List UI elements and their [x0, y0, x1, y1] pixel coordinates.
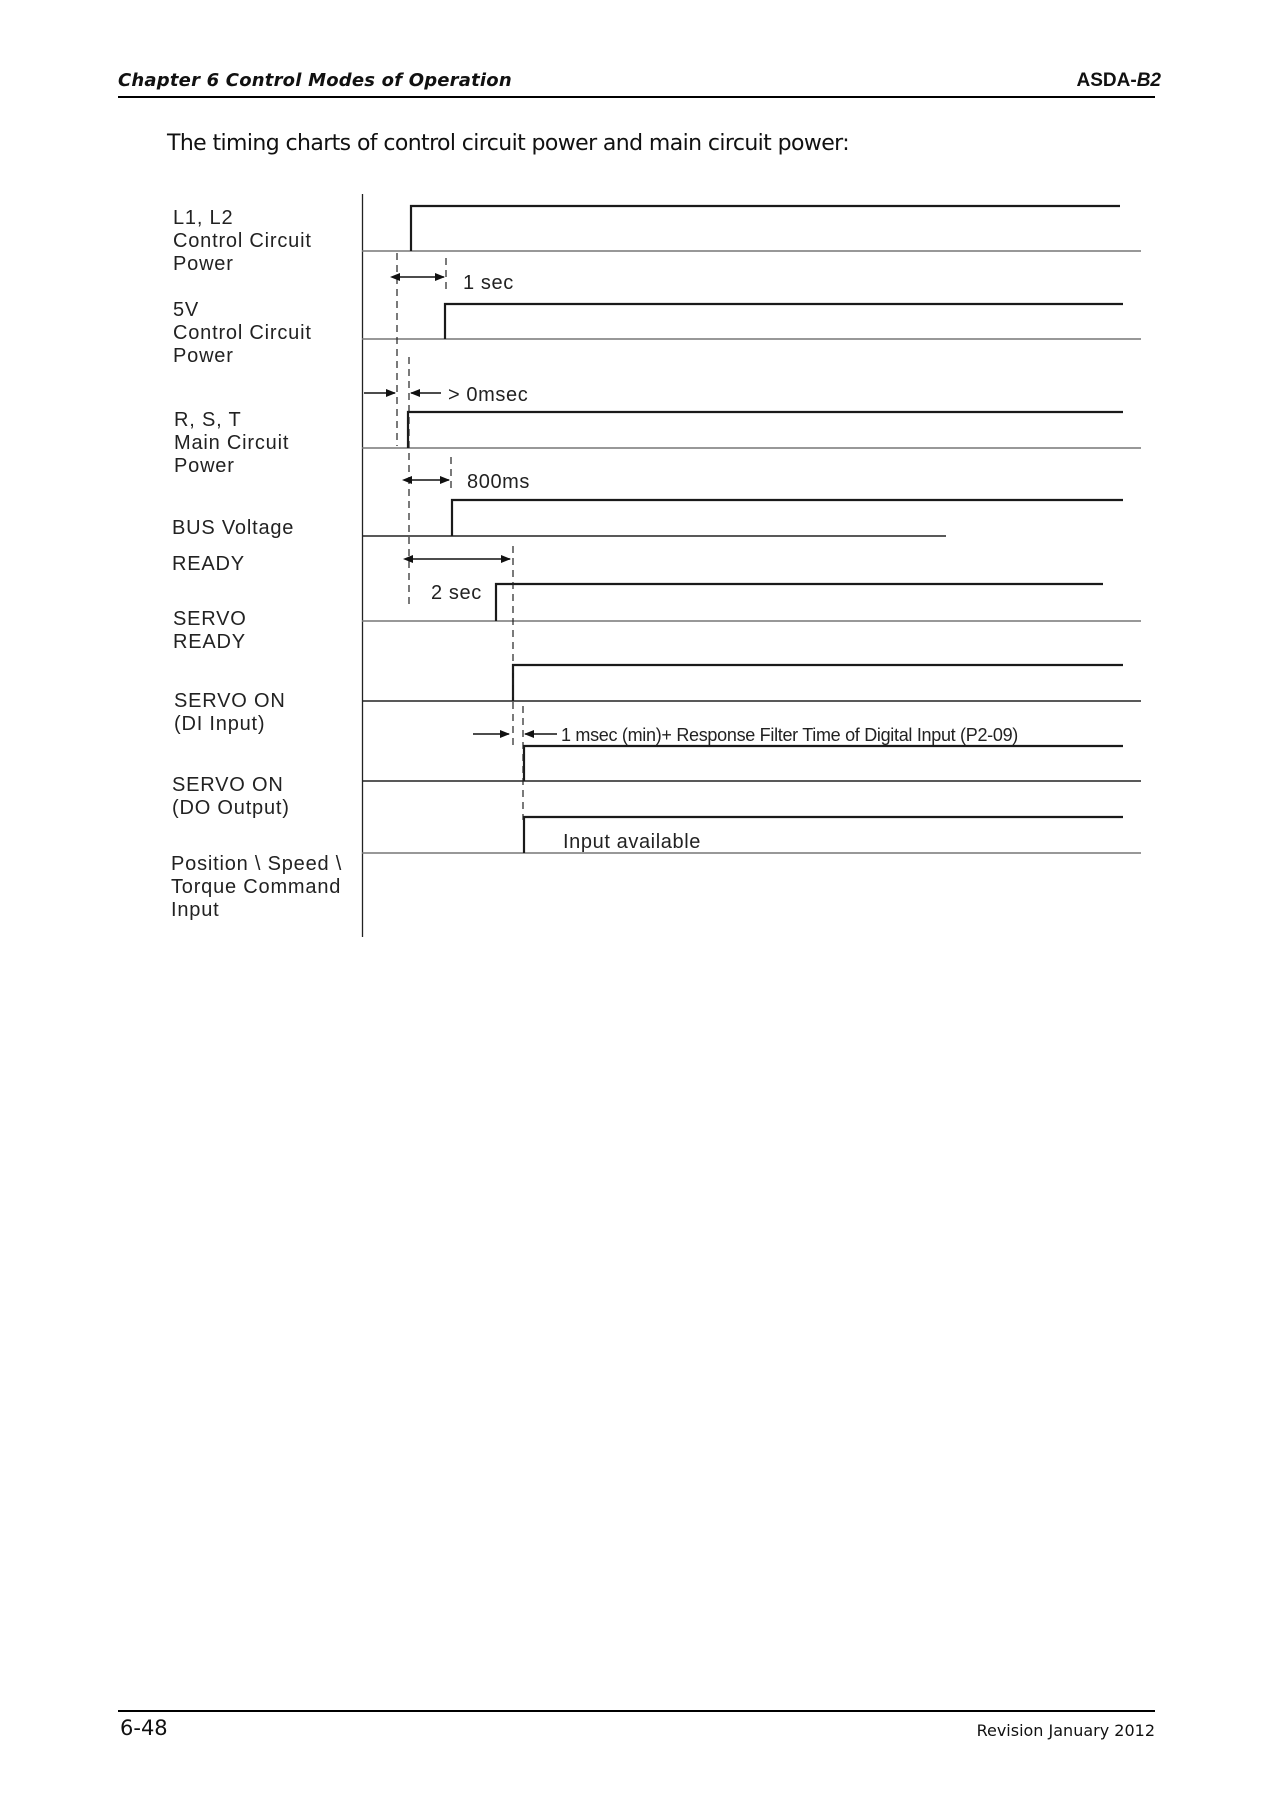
wave-bus-voltage: [452, 500, 1123, 536]
label-ready: READY: [172, 553, 245, 575]
wave-5v: [445, 304, 1123, 339]
annotation-input-available: Input available: [563, 831, 701, 853]
label-servo-ready-line1: SERVO: [173, 608, 247, 630]
product-prefix: ASDA-: [1076, 70, 1137, 91]
label-servo-on-do-line2: (DO Output): [172, 797, 290, 819]
chapter-title: Chapter 6 Control Modes of Operation: [118, 70, 512, 91]
wave-rst: [408, 412, 1123, 448]
wave-servo-on-do: [524, 746, 1123, 781]
label-l1l2-line1: L1, L2: [173, 207, 234, 229]
annotation-800ms: 800ms: [467, 471, 531, 493]
label-cmd-input-line2: Torque Command: [171, 876, 342, 898]
signal-labels: [171, 207, 342, 921]
annotation-1msec: 1 msec (min)+ Response Filter Time of Digital Input (P2-09): [561, 725, 1018, 745]
annotation-1sec: 1 sec: [463, 272, 514, 294]
product-suffix: B2: [1136, 70, 1161, 91]
wave-servo-ready: [496, 584, 1103, 621]
label-servo-ready-line2: READY: [173, 631, 246, 653]
label-servo-on-di-line2: (DI Input): [174, 713, 266, 735]
wave-l1l2: [411, 206, 1120, 251]
label-5v-line2: Control Circuit: [173, 322, 312, 344]
label-5v-line3: Power: [173, 345, 234, 367]
label-rst-line3: Power: [174, 455, 235, 477]
label-bus-voltage: BUS Voltage: [172, 517, 295, 539]
signal-waveforms: [408, 206, 1123, 853]
annotation-0msec: > 0msec: [448, 384, 529, 406]
page-number: 6-48: [120, 1716, 168, 1740]
signal-baselines: [362, 251, 1141, 853]
label-rst-line2: Main Circuit: [174, 432, 290, 454]
label-l1l2-line3: Power: [173, 253, 234, 275]
label-cmd-input-line3: Input: [171, 899, 220, 921]
wave-servo-on-di: [513, 665, 1123, 701]
label-servo-on-di-line1: SERVO ON: [174, 690, 286, 712]
footer-rule: [118, 1710, 1155, 1712]
label-cmd-input-line1: Position \ Speed \: [171, 853, 343, 875]
annotation-2sec: 2 sec: [431, 582, 482, 604]
label-5v-line1: 5V: [173, 299, 200, 321]
intro-text: The timing charts of control circuit power and main circuit power:: [167, 131, 850, 156]
revision-date: Revision January 2012: [976, 1721, 1155, 1740]
label-rst-line1: R, S, T: [174, 409, 242, 431]
label-l1l2-line2: Control Circuit: [173, 230, 312, 252]
label-servo-on-do-line1: SERVO ON: [172, 774, 284, 796]
